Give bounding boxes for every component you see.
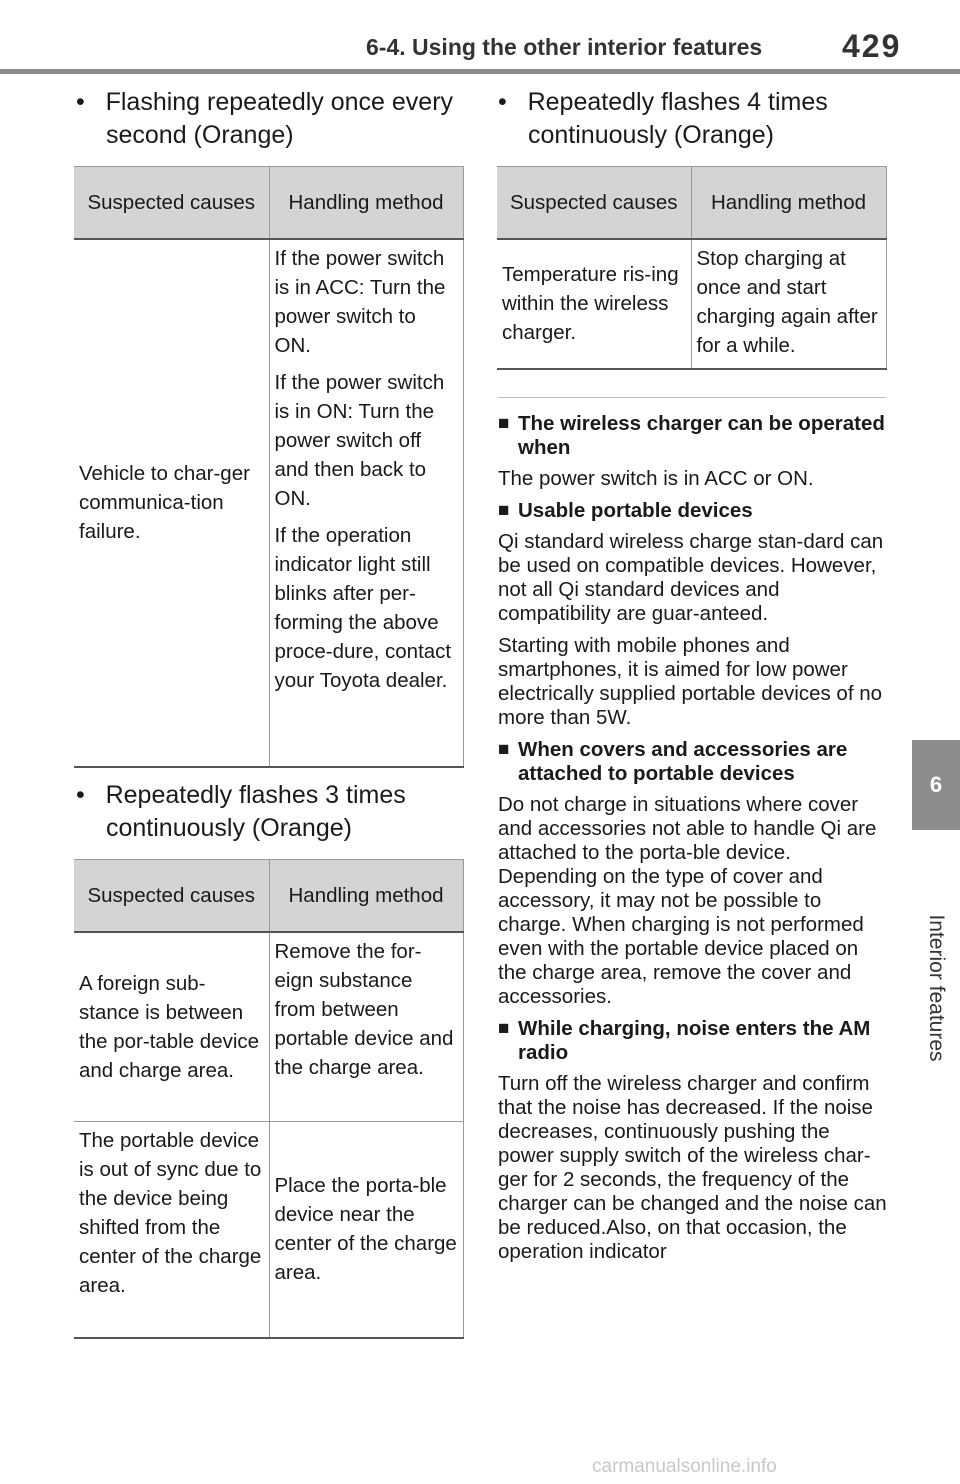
table-flash-once [74,166,464,768]
note-heading-text: Usable portable devices [518,499,753,522]
chapter-tab [912,740,960,830]
bullet-flash-4: • Repeatedly flashes 4 times continuously (Orange) [498,88,828,149]
square-bullet-icon: ■ [498,739,510,760]
bullet-flash-3: • Repeatedly flashes 3 times continuously (Orange) [76,781,406,842]
cause-text: A foreign sub-stance is between the por-table device and charge area. [79,971,260,1082]
method-cell [269,932,463,1122]
cause-text: Temperature ris-ing within the wireless charger. [502,263,679,344]
bullet-flash-once: • Flashing repeatedly once every second (Orange) [76,88,454,149]
chapter-number: 6 [929,772,943,797]
note-heading [498,412,890,460]
note-heading-text: The wireless charger can be operated when [518,412,885,459]
header-method: Handling method [269,167,463,239]
note-heading-text: While charging, noise enters the AM radio [518,1017,871,1064]
note-heading [498,1017,890,1065]
note-paragraph: Starting with mobile phones and smartphones, it is aimed for low power electrically supplied portable devices of no more than 5W. [498,634,883,729]
square-bullet-icon: ■ [498,1018,510,1039]
header-cause: Suspected causes [74,860,269,932]
cause-cell [497,239,691,369]
note-paragraph: Qi standard wireless charge stan-dard can be used on compatible devices. However, not all Qi standard devices and compatibility are guar-anteed. [498,530,884,625]
cause-text: Vehicle to char-ger communica-tion failure. [79,462,250,543]
cause-cell [74,239,269,767]
page-number: 429 [842,28,902,64]
note-heading-text: When covers and accessories are attached to portable devices [518,738,848,785]
method-text: Remove the for-eign substance from between portable device and the charge area. [274,939,454,1079]
method-text: If the operation indicator light still blinks after per-forming the above proce-dure, contact your Toyota dealer. [274,523,452,692]
header-method: Handling method [691,167,886,239]
note-heading [498,499,890,523]
section-title: 6-4. Using the other interior features [366,34,763,60]
watermark: carmanualsonline.info [592,1456,777,1477]
header-method: Handling method [269,860,463,932]
cause-cell [74,932,269,1122]
method-text: If the power switch is in ON: Turn the power switch off and then back to ON. [274,370,445,510]
chapter-label: Interior features [925,914,948,1062]
bullet-text: Flashing repeatedly once every second (Orange) [105,88,454,149]
bullet-text: Repeatedly flashes 3 times continuously (Orange) [105,781,406,842]
table-flash-3 [74,859,464,1339]
note-heading [498,738,890,786]
method-text: Stop charging at once and start charging again after for a while. [696,246,878,357]
square-bullet-icon: ■ [498,500,510,521]
cause-cell [74,1122,269,1338]
table-flash-4 [497,166,887,370]
header-rule [0,69,960,74]
method-text: If the power switch is in ACC: Turn the power switch to ON. [274,246,446,357]
section-divider [498,397,886,398]
square-bullet-icon: ■ [498,413,510,434]
method-cell [691,239,886,369]
notes-column [498,404,890,1272]
note-paragraph: Turn off the wireless charger and confirm that the noise has decreased. If the noise decreases, continuously pushing the power supply switch of the wireless char-ger for 2 seconds, the frequency of the charger can be changed and the noise can be reduced.Also, on that occasion, the operation indicator [498,1072,887,1263]
method-cell [269,1122,463,1338]
method-text: Place the porta-ble device near the center of the charge area. [274,1174,457,1285]
method-cell [269,239,463,767]
cause-text: The portable device is out of sync due to the device being shifted from the center of the charge area. [79,1129,262,1297]
header-cause: Suspected causes [74,167,269,239]
note-paragraph: The power switch is in ACC or ON. [498,467,814,490]
bullet-text: Repeatedly flashes 4 times continuously (Orange) [527,88,828,149]
header-cause: Suspected causes [497,167,691,239]
note-paragraph: Do not charge in situations where cover and accessories not able to handle Qi are attached to the porta-ble device. Depending on the type of cover and accessory, it may not be possible to charge. When charging is not performed even with the portable device placed on the charge area, remove the cover and accessories. [498,793,877,1008]
